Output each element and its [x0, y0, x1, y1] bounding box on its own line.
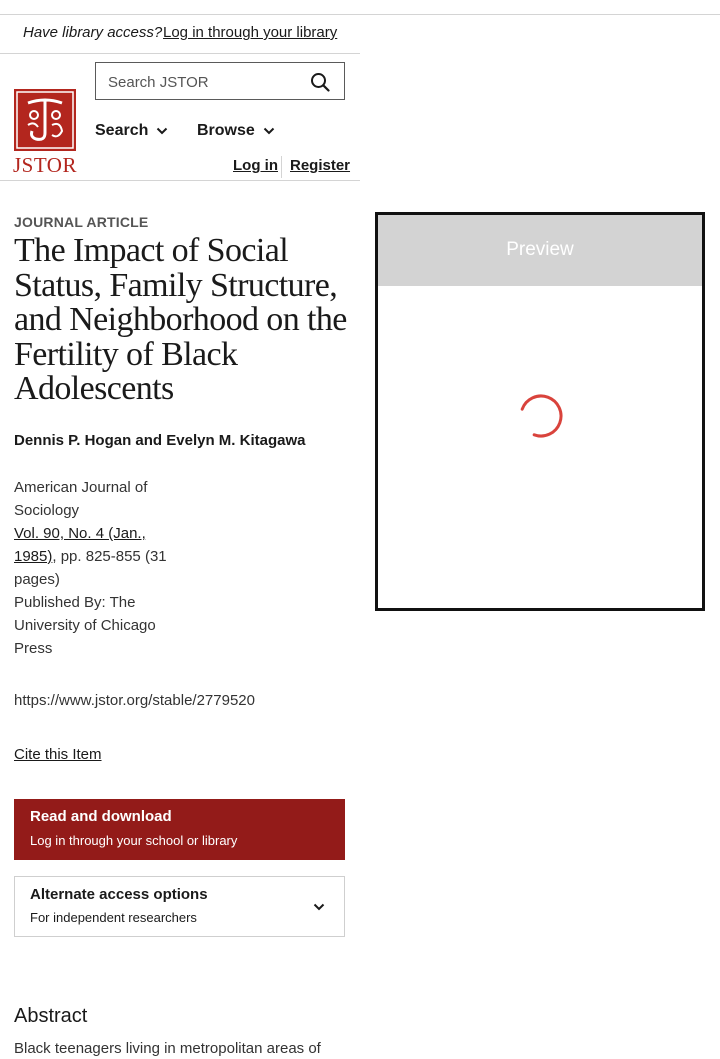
library-access-bar	[0, 15, 360, 54]
nav-browse-menu[interactable]	[197, 122, 275, 140]
article-authors: Dennis P. Hogan and Evelyn M. Kitagawa	[14, 432, 306, 449]
search-icon[interactable]	[310, 72, 330, 92]
nav-search-menu[interactable]	[95, 122, 168, 140]
chevron-down-icon	[263, 127, 275, 135]
alternate-access-title: Alternate access options	[30, 886, 208, 903]
read-download-subtitle: Log in through your school or library	[30, 833, 238, 848]
auth-divider	[281, 156, 282, 178]
stable-url: https://www.jstor.org/stable/2779520	[14, 692, 255, 709]
article-metadata	[14, 476, 174, 660]
issue-link[interactable]: Vol. 90, No. 4 (Jan., 1985)	[14, 525, 146, 565]
nav-search-label: Search	[95, 122, 149, 139]
alternate-access-subtitle: For independent researchers	[30, 910, 197, 925]
issue-info	[14, 522, 174, 591]
preview-panel[interactable]	[375, 212, 705, 611]
library-access-question: Have library access?	[23, 24, 163, 41]
read-download-button[interactable]	[14, 799, 345, 860]
alternate-access-button[interactable]	[14, 876, 345, 937]
chevron-down-icon	[313, 903, 325, 911]
page-range: , pp. 825-855 (31 pages)	[14, 548, 167, 588]
abstract-heading: Abstract	[14, 1005, 88, 1027]
header-divider	[0, 180, 360, 181]
preview-header	[378, 215, 702, 286]
register-link[interactable]: Register	[290, 157, 351, 174]
chevron-down-icon	[156, 127, 168, 135]
search-input[interactable]	[96, 63, 310, 101]
article-title: The Impact of Social Status, Family Structure, and Neighborhood on the Fertility of Black Adolescents	[14, 232, 347, 407]
preview-label: Preview	[506, 239, 574, 260]
search-box	[95, 62, 345, 100]
read-download-title: Read and download	[30, 808, 172, 825]
library-login-link[interactable]: Log in through your library	[163, 24, 338, 41]
publisher: Published By: The University of Chicago Press	[14, 594, 156, 657]
cite-item-link[interactable]: Cite this Item	[14, 746, 102, 763]
nav-browse-label: Browse	[197, 122, 255, 139]
article-type-label: JOURNAL ARTICLE	[14, 214, 149, 230]
login-link[interactable]: Log in	[233, 157, 278, 174]
abstract-text: Black teenagers living in metropolitan areas of	[14, 1040, 321, 1057]
loading-spinner-icon	[518, 393, 564, 439]
jstor-logo-mark	[14, 89, 76, 151]
journal-name: American Journal of Sociology	[14, 479, 148, 519]
jstor-wordmark: JSTOR	[13, 153, 77, 177]
jstor-logo[interactable]	[13, 89, 77, 177]
